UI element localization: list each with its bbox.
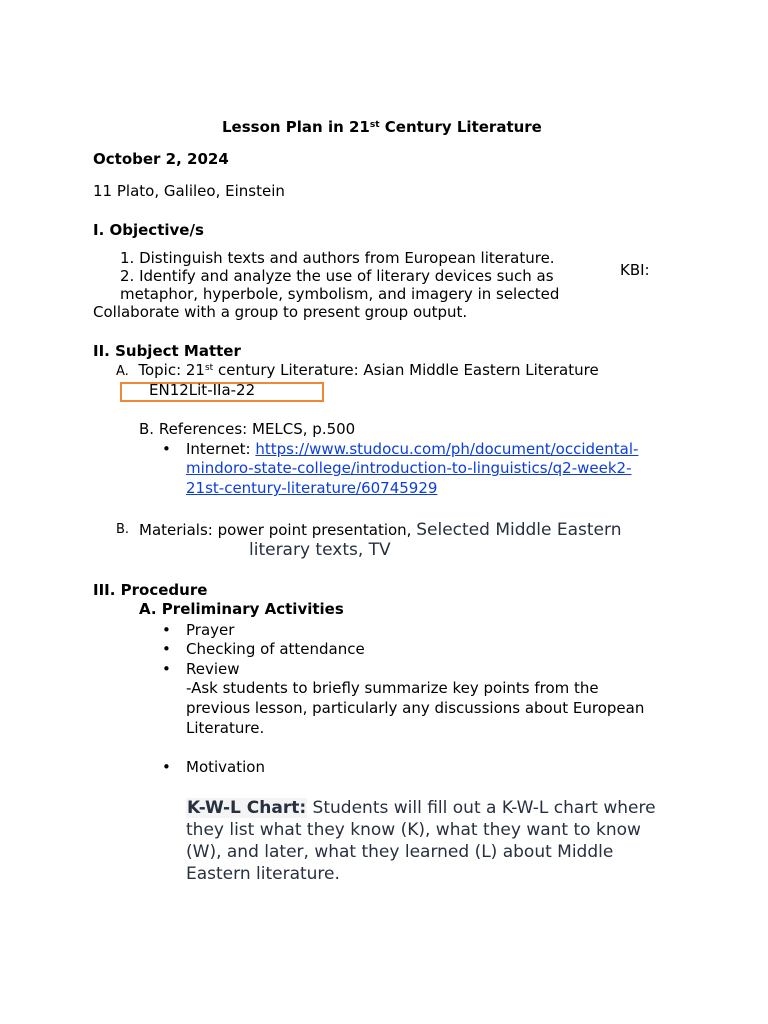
bullet-icon: • [162,758,171,776]
kwl-line-1: K-W-L Chart: Students will fill out a K-W-L chart where [187,798,656,818]
kwl-line-3: (W), and later, what they learned (L) about Middle [186,842,614,862]
materials-line-2: literary texts, TV [249,540,391,560]
objective-item-1: 1. Distinguish texts and authors from European literature. [120,249,555,267]
activity-prayer: Prayer [186,621,235,639]
objective-item-3: Collaborate with a group to present group output. [93,303,468,321]
references-line: B. References: MELCS, p.500 [139,420,356,438]
kwl-label: K-W-L Chart: [187,798,307,818]
kwl-line-4: Eastern literature. [186,864,340,884]
bullet-icon: • [162,640,171,658]
objectives-heading: I. Objective/s [93,221,204,239]
reference-link-line-3[interactable]: 21st-century-literature/60745929 [186,479,438,497]
materials-marker: B. [116,522,130,537]
competency-code: EN12Lit-IIa-22 [149,381,256,399]
objective-item-2: 2. Identify and analyze the use of literary devices such as [120,267,554,285]
activity-attendance: Checking of attendance [186,640,365,658]
procedure-heading: III. Procedure [93,581,208,599]
review-description-1: -Ask students to briefly summarize key points from the [186,679,599,697]
subject-matter-heading: II. Subject Matter [93,342,241,360]
review-description-2: previous lesson, particularly any discussions about European [186,699,645,717]
review-description-3: Literature. [186,719,265,737]
topic-line: A. Topic: 21st century Literature: Asian Middle Eastern Literature [116,361,599,379]
reference-link[interactable]: https://www.studocu.com/ph/document/occidental- [255,440,639,458]
activity-review: Review [186,660,240,678]
internet-reference: Internet: https://www.studocu.com/ph/document/occidental- [186,440,639,458]
bullet-icon: • [162,440,171,458]
class-sections: 11 Plato, Galileo, Einstein [93,182,285,200]
lesson-date: October 2, 2024 [93,150,229,168]
document-title: Lesson Plan in 21st Century Literature [222,118,542,136]
reference-link-line-2[interactable]: mindoro-state-college/introduction-to-linguistics/q2-week2- [186,459,632,477]
kbi-label: KBI: [620,261,650,279]
activity-motivation: Motivation [186,758,265,776]
bullet-icon: • [162,621,171,639]
objective-item-2-continued: metaphor, hyperbole, symbolism, and imagery in selected [120,285,560,303]
kwl-line-2: they list what they know (K), what they want to know [186,820,641,840]
bullet-icon: • [162,660,171,678]
preliminary-activities-heading: A. Preliminary Activities [139,600,344,618]
materials-line: Materials: power point presentation, Selected Middle Eastern [139,520,622,540]
